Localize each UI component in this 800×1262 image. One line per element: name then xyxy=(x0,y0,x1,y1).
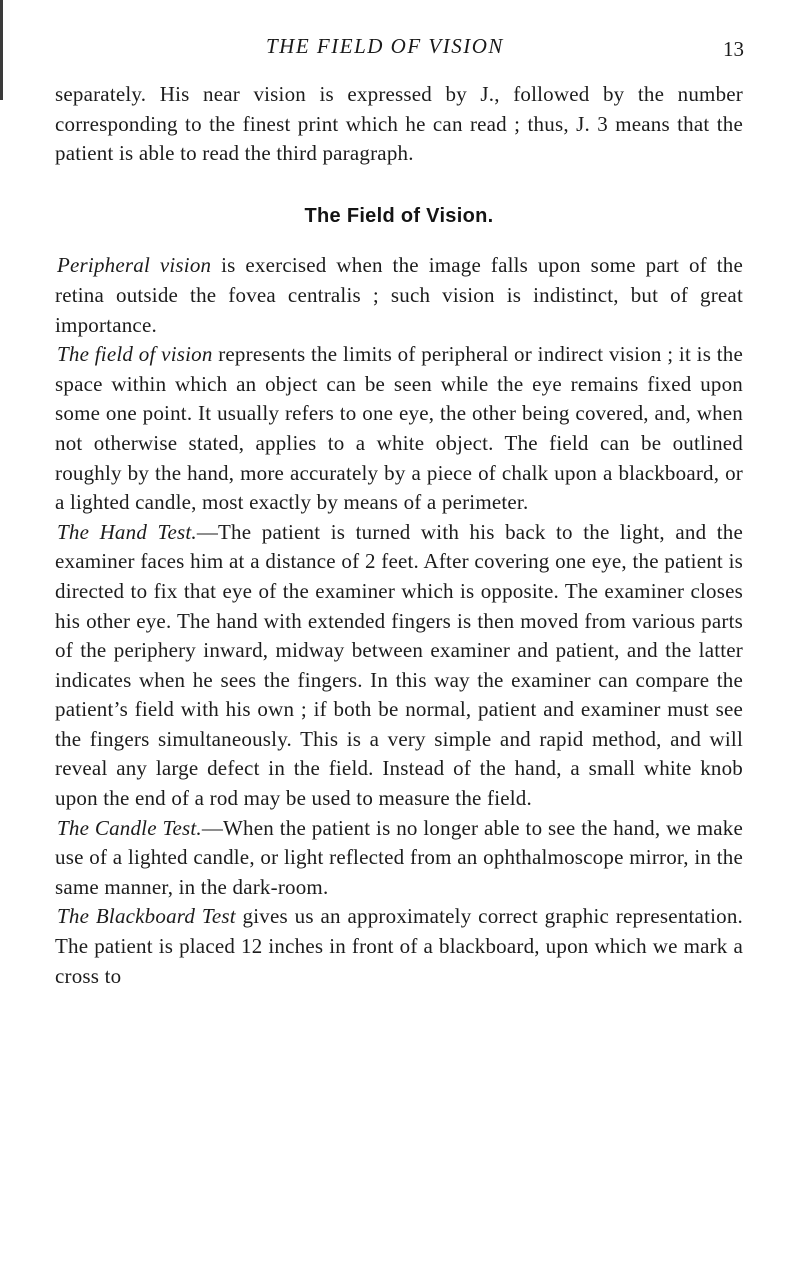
paragraph-text: represents the limits of peripheral or indirect vision ; it is the space within which an object can be seen while the eye remains fixed upon some one point. It usually refers to one eye, the other being covered, and, when not otherwise stated, applies to a white object. The field can be outlined roughly by the hand, more accurately by a piece of chalk upon a blackboard, or a lighted candle, most exactly by means of a perimeter. xyxy=(55,342,743,515)
running-title: THE FIELD OF VISION xyxy=(266,34,504,58)
running-head xyxy=(0,34,800,64)
paragraph-peripheral-vision xyxy=(55,251,743,340)
page-number: 13 xyxy=(723,37,744,61)
paragraph-text: is exercised when the image falls upon some part of the retina outside the fovea centralis ; such vision is indistinct, but of great importance. xyxy=(55,253,743,337)
paragraph-field-of-vision xyxy=(55,340,743,518)
paragraph-hand-test xyxy=(55,518,743,814)
paragraph-lead: The Hand Test. xyxy=(57,519,197,544)
paragraph-lead: The field of vision xyxy=(57,342,213,367)
paragraph-lead: The Blackboard Test xyxy=(57,904,236,929)
paragraph-blackboard-test xyxy=(55,902,743,991)
paragraph-lead: The Candle Test. xyxy=(57,815,202,840)
page-body xyxy=(55,80,743,991)
paragraph-lead: Peripheral vision xyxy=(57,253,212,278)
opening-paragraph: separately. His near vision is expressed by J., followed by the number corresponding to the finest print which he can read ; thus, J. 3 means that the patient is able to read the third paragraph. xyxy=(55,82,743,166)
paragraph-text: gives us an approximately correct graphic representation. The patient is placed 12 inches in front of a blackboard, upon which we mark a cross to xyxy=(55,904,743,988)
paragraph-candle-test xyxy=(55,814,743,903)
paragraph-text: —The patient is turned with his back to the light, and the examiner faces him at a distance of 2 feet. After covering one eye, the patient is directed to fix that eye of the examiner which is opposite. The examiner closes his other eye. The hand with extended fingers is then moved from various parts of the periphery inward, midway between examiner and patient, and the latter indicates when he sees the fingers. In this way the examiner can compare the patient’s field with his own ; if both be normal, patient and examiner must see the fingers simultaneously. This is a very simple and rapid method, and will reveal any large defect in the field. Instead of the hand, a small white knob upon the end of a rod may be used to measure the field. xyxy=(55,519,743,811)
paragraph-text: —When the patient is no longer able to see the hand, we make use of a lighted candle, or light reflected from an ophthalmoscope mirror, in the same manner, in the dark-room. xyxy=(55,815,743,899)
section-heading: The Field of Vision. xyxy=(304,204,494,227)
